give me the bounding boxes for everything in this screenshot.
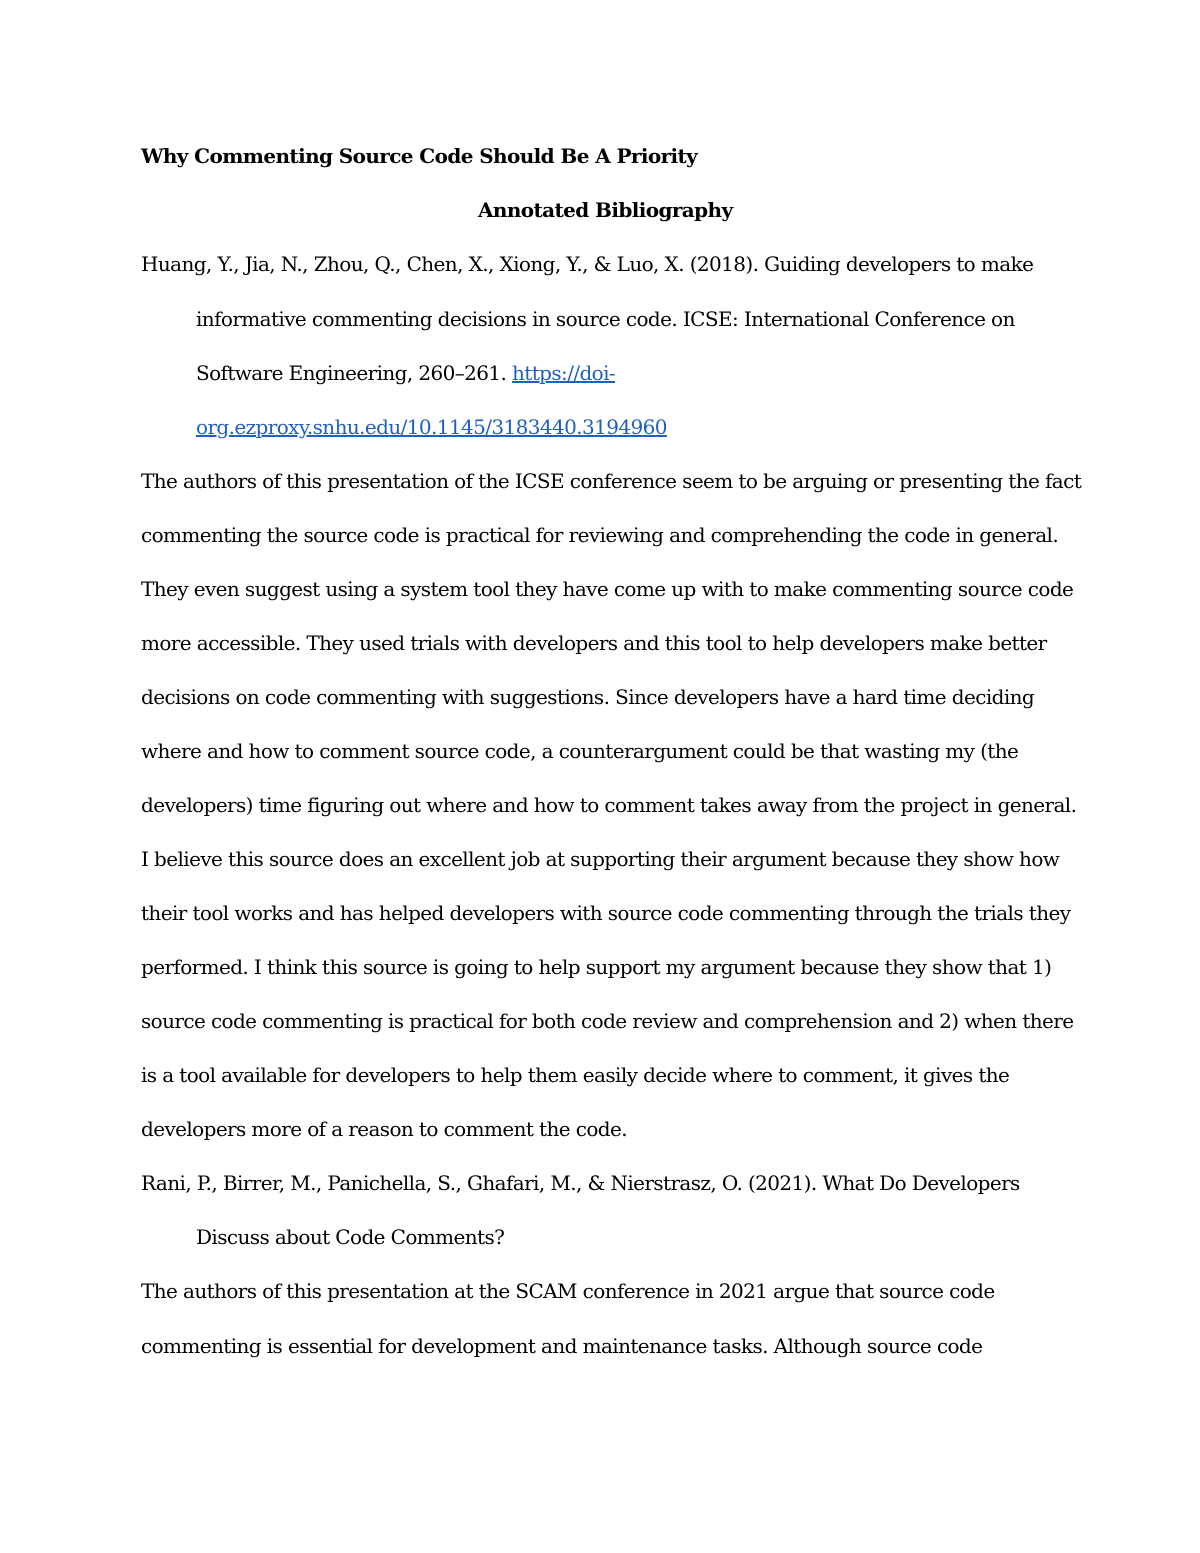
annotation-1-line-11: source code commenting is practical for both code review and comprehension and 2) when there xyxy=(141,1009,1074,1033)
annotation-1-line-12: is a tool available for developers to help them easily decide where to comment, it gives the xyxy=(141,1063,1010,1087)
annotation-1-line-3: They even suggest using a system tool they have come up with to make commenting source code xyxy=(141,577,1074,601)
doi-link-part-2[interactable]: org.ezproxy.snhu.edu/10.1145/3183440.3194960 xyxy=(196,415,667,439)
document-subtitle: Annotated Bibliography xyxy=(478,198,733,222)
citation-2-line-2: Discuss about Code Comments? xyxy=(196,1225,505,1249)
annotation-1-line-10: performed. I think this source is going to help support my argument because they show that 1) xyxy=(141,955,1052,979)
doi-link-part-1[interactable]: https://doi- xyxy=(512,361,616,385)
annotation-1-line-1: The authors of this presentation of the ICSE conference seem to be arguing or presenting the fact xyxy=(141,469,1082,493)
annotation-1-line-9: their tool works and has helped developers with source code commenting through the trials they xyxy=(141,901,1071,925)
annotation-1-line-2: commenting the source code is practical for reviewing and comprehending the code in general. xyxy=(141,523,1059,547)
annotation-1-line-6: where and how to comment source code, a counterargument could be that wasting my (the xyxy=(141,739,1019,763)
annotation-2-line-1: The authors of this presentation at the SCAM conference in 2021 argue that source code xyxy=(141,1279,995,1303)
citation-2-line-1: Rani, P., Birrer, M., Panichella, S., Ghafari, M., & Nierstrasz, O. (2021). What Do Developers xyxy=(141,1171,1020,1195)
citation-1-line-3-text: Software Engineering, 260–261. xyxy=(196,361,513,385)
annotation-2-line-2: commenting is essential for development and maintenance tasks. Although source code xyxy=(141,1334,983,1358)
annotation-1-line-5: decisions on code commenting with suggestions. Since developers have a hard time deciding xyxy=(141,685,1035,709)
citation-1-line-4 xyxy=(196,414,667,440)
citation-1-line-1: Huang, Y., Jia, N., Zhou, Q., Chen, X., Xiong, Y., & Luo, X. (2018). Guiding developers to make xyxy=(141,252,1034,276)
document-title: Why Commenting Source Code Should Be A Priority xyxy=(141,144,698,168)
citation-1-line-2: informative commenting decisions in source code. ICSE: International Conference on xyxy=(196,307,1015,331)
annotation-1-line-8: I believe this source does an excellent job at supporting their argument because they show how xyxy=(141,847,1060,871)
annotation-1-line-7: developers) time figuring out where and how to comment takes away from the project in general. xyxy=(141,793,1077,817)
annotation-1-line-13: developers more of a reason to comment the code. xyxy=(141,1117,628,1141)
citation-1-line-3 xyxy=(196,360,615,386)
annotation-1-line-4: more accessible. They used trials with developers and this tool to help developers make better xyxy=(141,631,1047,655)
